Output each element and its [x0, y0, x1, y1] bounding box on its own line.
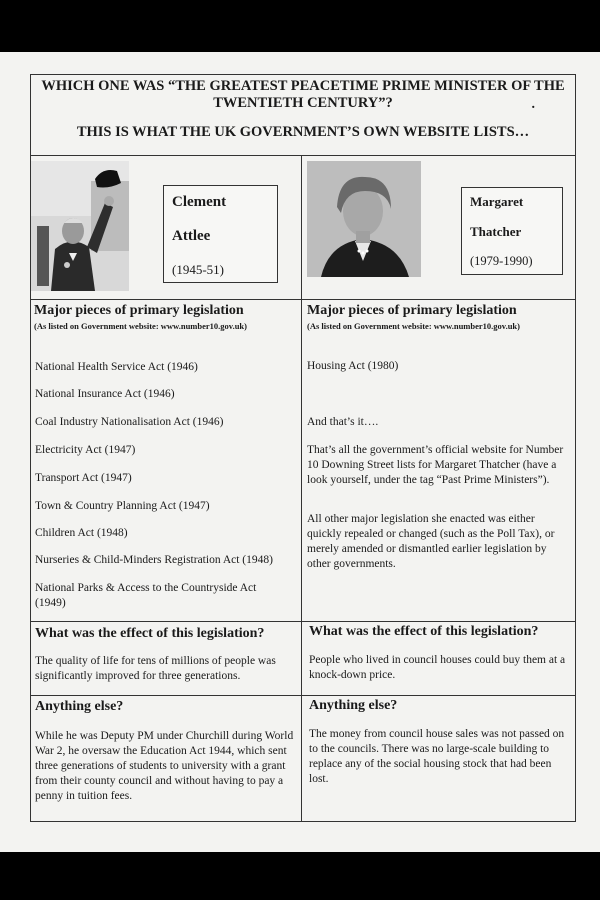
thatcher-paragraph-2: All other major legislation she enacted was either quickly repealed or changed (such as the Poll Tax), or merely amended or dismantled earlier legislation by other governments. [307, 513, 555, 570]
thatcher-effect-text: People who lived in council houses could buy them at a knock-down price. [309, 654, 566, 681]
stray-dot: . [531, 97, 535, 112]
attlee-legislation-item: National Insurance Act (1946) [35, 388, 175, 400]
thatcher-effect-heading: What was the effect of this legislation? [309, 624, 539, 639]
thatcher-first-name: Margaret [470, 194, 524, 209]
header [31, 75, 575, 156]
row-divider-portraits [31, 299, 575, 300]
attlee-legislation-item: Nurseries & Child-Minders Registration Act (1948) [35, 554, 273, 566]
attlee-first-name: Clement [172, 194, 227, 210]
attlee-last-name: Attlee [172, 228, 211, 244]
attlee-name-box [163, 185, 278, 283]
attlee-legislation-item: National Health Service Act (1946) [35, 361, 198, 373]
attlee-legislation-heading: Major pieces of primary legislation [34, 303, 244, 318]
attlee-effect-text: The quality of life for tens of millions of people was significantly improved for three generations. [35, 655, 276, 682]
thatcher-photo [307, 161, 421, 277]
thatcher-else-heading: Anything else? [309, 698, 398, 713]
thatcher-else-text: The money from council house sales was not passed on to the councils. There was no large-scale building to replace any of the social housing stock that had been lost. [309, 728, 565, 785]
row-divider-legislation [31, 621, 575, 622]
comparison-table [30, 74, 576, 822]
attlee-legislation-item: Children Act (1948) [35, 527, 128, 539]
attlee-legislation-item: National Parks & Access to the Countryside Act (1949) [35, 582, 257, 609]
thatcher-last-name: Thatcher [470, 224, 522, 239]
attlee-legislation-item: Town & Country Planning Act (1947) [35, 500, 210, 512]
attlee-photo [31, 161, 129, 291]
attlee-else-heading: Anything else? [35, 699, 124, 714]
row-divider-effect [31, 695, 575, 696]
thatcher-legislation-heading: Major pieces of primary legislation [307, 303, 517, 318]
document-page [0, 52, 600, 852]
attlee-years: (1945-51) [172, 262, 224, 277]
thatcher-legislation-source: (As listed on Government website: www.number10.gov.uk) [307, 321, 520, 331]
attlee-effect-heading: What was the effect of this legislation? [35, 626, 265, 641]
attlee-legislation-item: Coal Industry Nationalisation Act (1946) [35, 416, 224, 428]
thatcher-name-box [461, 187, 563, 275]
attlee-legislation-item: Electricity Act (1947) [35, 444, 136, 456]
thatcher-thats-it: And that’s it…. [307, 416, 379, 428]
column-divider [301, 155, 302, 821]
page-title: WHICH ONE WAS “THE GREATEST PEACETIME PRIME MINISTER OF THE TWENTIETH CENTURY”? [41, 78, 565, 111]
thatcher-paragraph-1: That’s all the government’s official website for Number 10 Downing Street lists for Margaret Thatcher (have a look yourself, under the tag “Past Prime Ministers”). [307, 444, 564, 486]
thatcher-legislation-item: Housing Act (1980) [307, 360, 399, 372]
attlee-legislation-source: (As listed on Government website: www.number10.gov.uk) [34, 321, 247, 331]
attlee-else-text: While he was Deputy PM under Churchill during World War 2, he oversaw the Education Act 1944, which sent three generations of students to university with a grant from their county council and without having to pay a penny in tuition fees. [35, 730, 294, 802]
thatcher-years: (1979-1990) [470, 254, 533, 268]
page-subtitle: THIS IS WHAT THE UK GOVERNMENT’S OWN WEBSITE LISTS… [76, 124, 530, 140]
attlee-legislation-item: Transport Act (1947) [35, 472, 132, 484]
